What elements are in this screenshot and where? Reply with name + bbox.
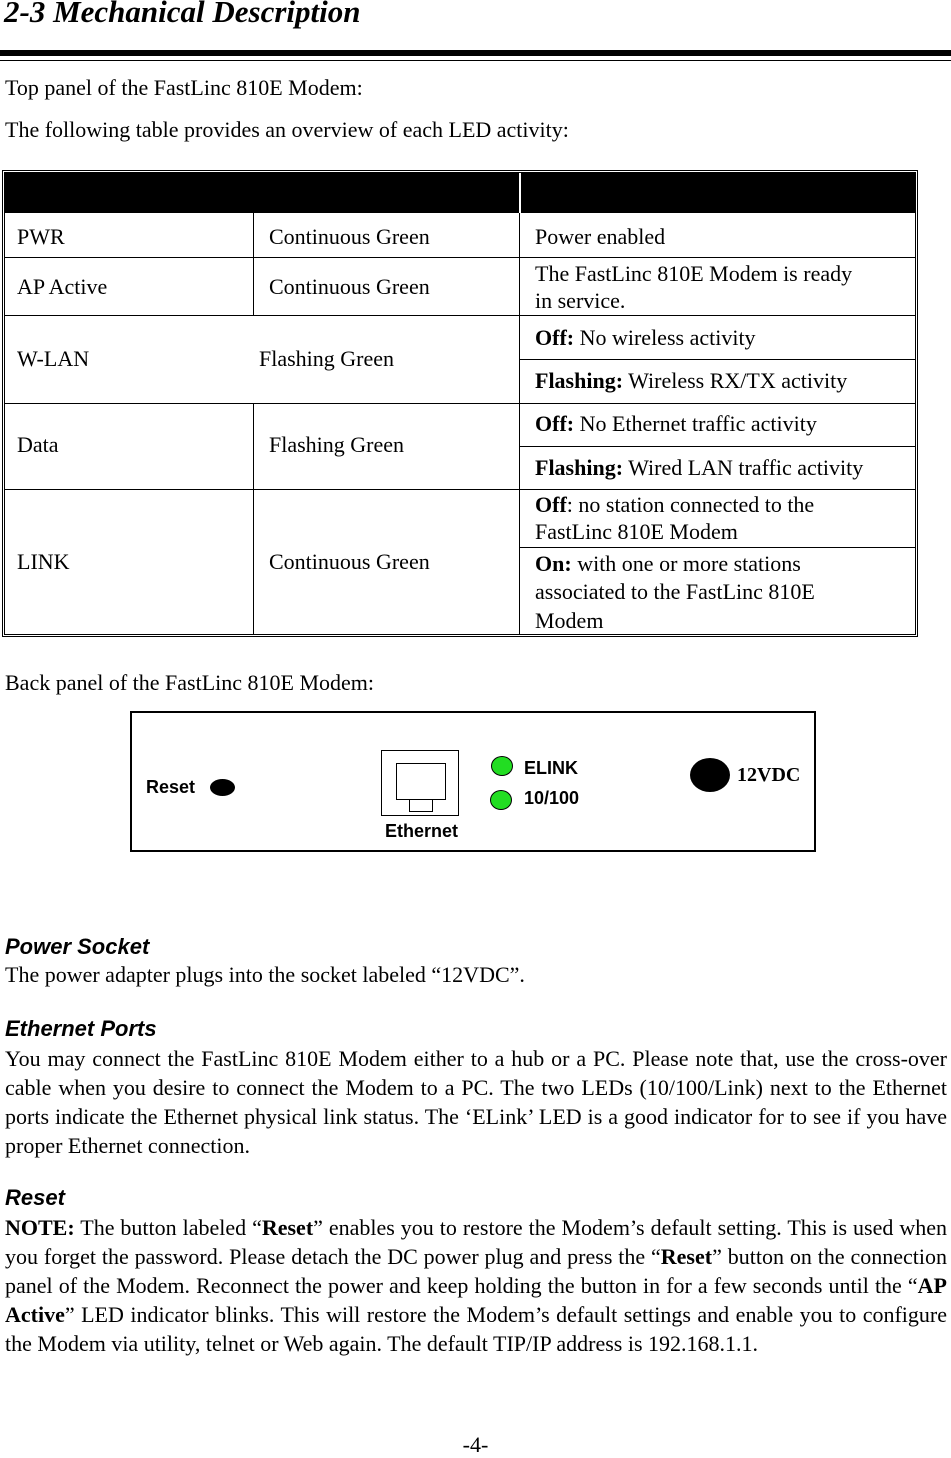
ethernet-port-tab (409, 799, 433, 812)
led-name-data: Data (17, 432, 59, 457)
led-color-ap-active: Continuous Green (269, 274, 430, 299)
reset-text: NOTE: The button labeled “Reset” enables you to restore the Modem’s default setting. This is used when you forget the password. Please detach the DC power plug and press the “Reset” button on the connection panel of the Modem. Reconnect the power and keep holding the button in for a few seconds until the “AP Active” LED indicator blinks. This will restore the Modem’s default settings and enable you to configure the Modem via utility, telnet or Web again. The default TIP/IP address is 192.168.1.1. (5, 1215, 947, 1356)
led-color-link: Continuous Green (269, 549, 430, 574)
led-desc-data-flashing: Flashing: Wired LAN traffic activity (535, 455, 864, 480)
led-table-header (5, 173, 916, 213)
led-color-data: Flashing Green (269, 432, 405, 457)
power-socket-heading: Power Socket (5, 934, 150, 959)
led-desc-wlan-flashing: Flashing: Wireless RX/TX activity (535, 368, 848, 393)
reset-label: Reset (146, 777, 196, 797)
table-row-line (519, 359, 916, 360)
table-row-line (519, 547, 916, 548)
led-name-link: LINK (17, 549, 70, 574)
led-desc-pwr: Power enabled (535, 224, 666, 249)
led-desc-data-off: Off: No Ethernet traffic activity (535, 411, 817, 436)
elink-label: ELINK (524, 758, 578, 778)
speed-label: 10/100 (524, 788, 580, 808)
power-socket-text: The power adapter plugs into the socket labeled “12VDC”. (5, 962, 525, 987)
led-table-header-separator (519, 173, 521, 213)
elink-led-icon (491, 756, 513, 776)
table-row-line (5, 315, 916, 316)
led-name-ap-active: AP Active (17, 274, 108, 299)
back-panel-intro: Back panel of the FastLinc 810E Modem: (5, 670, 375, 695)
led-desc-wlan-off: Off: No wireless activity (535, 325, 756, 350)
power-socket-icon (690, 758, 730, 792)
table-col-line (519, 213, 520, 634)
power-label: 12VDC (737, 764, 801, 786)
ethernet-ports-text: You may connect the FastLinc 810E Modem either to a hub or a PC. Please note that, use the cross-over cable when you desire to connect the Modem to a PC. The two LEDs (10/100/Link) next to the Ethernet ports indicate the Ethernet physical link status. The ‘ELink’ LED is a good indicator for to see if you have proper Ethernet connection. (5, 1046, 947, 1158)
ethernet-ports-heading: Ethernet Ports (5, 1016, 157, 1041)
led-desc-link-on-line1: On: with one or more stations (535, 551, 801, 576)
table-col-line (253, 404, 254, 634)
title-rule-thin (0, 60, 951, 61)
led-desc-link-off-line2: FastLinc 810E Modem (535, 519, 738, 544)
table-row-line (5, 489, 916, 490)
led-desc-link-off-line1: Off: no station connected to the (535, 492, 815, 517)
page-number: -4- (462, 1432, 489, 1457)
led-desc-ap-active-line2: in service. (535, 288, 626, 313)
led-name-wlan: W-LAN (17, 346, 90, 371)
section-title: 2-3 Mechanical Description (4, 0, 361, 29)
ethernet-port-inner (396, 763, 446, 800)
reset-heading: Reset (5, 1185, 65, 1210)
led-desc-link-on-line3: Modem (535, 608, 604, 633)
led-name-pwr: PWR (17, 224, 65, 249)
led-color-pwr: Continuous Green (269, 224, 430, 249)
top-panel-intro: Top panel of the FastLinc 810E Modem: (5, 75, 363, 100)
led-desc-ap-active-line1: The FastLinc 810E Modem is ready (535, 261, 853, 286)
table-row-line (5, 257, 916, 258)
table-row-line (519, 446, 916, 447)
table-intro: The following table provides an overview of each LED activity: (5, 117, 569, 142)
table-row-line (5, 403, 916, 404)
ethernet-label: Ethernet (385, 821, 459, 841)
led-desc-link-on-line2: associated to the FastLinc 810E (535, 579, 815, 604)
table-col-line (253, 213, 254, 315)
led-color-wlan: Flashing Green (259, 346, 395, 371)
reset-button-icon (210, 779, 235, 796)
speed-led-icon (490, 790, 512, 810)
title-rule-thick (0, 50, 951, 56)
